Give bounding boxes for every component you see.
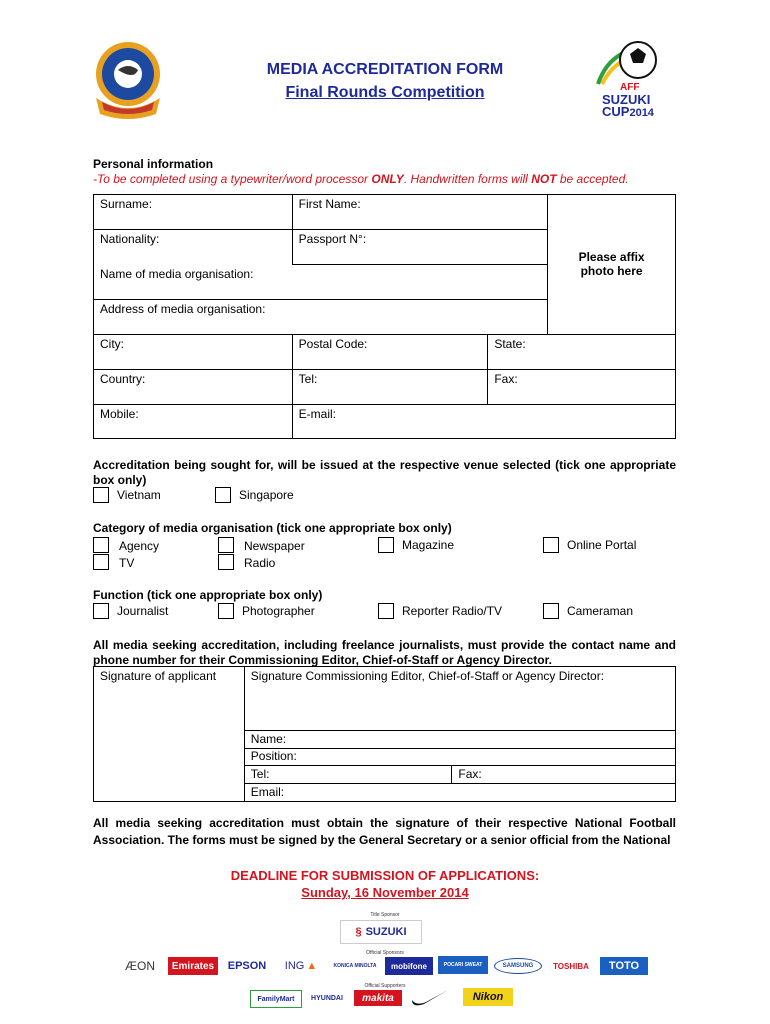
postal-code-field[interactable]: Postal Code:: [292, 335, 488, 370]
reporter-checkbox[interactable]: [378, 603, 394, 619]
editor-signature-field[interactable]: Signature Commissioning Editor, Chief-of-Staff or Agency Director:: [244, 667, 675, 731]
editor-position-field[interactable]: Position:: [244, 749, 675, 766]
newspaper-checkbox[interactable]: [218, 537, 234, 553]
signature-table: [93, 666, 676, 802]
vietnam-option[interactable]: Vietnam: [93, 487, 161, 503]
hyundai-logo: HYUNDAI: [311, 994, 343, 1002]
surname-field[interactable]: Surname:: [94, 195, 293, 230]
photographer-checkbox[interactable]: [218, 603, 234, 619]
nationality-field[interactable]: Nationality:: [94, 230, 293, 265]
tv-checkbox[interactable]: [93, 554, 109, 570]
vietnam-checkbox[interactable]: [93, 487, 109, 503]
suzuki-logo: § SUZUKI: [340, 920, 422, 944]
first-name-field[interactable]: First Name:: [292, 195, 548, 230]
toto-logo: TOTO: [600, 957, 648, 975]
mobile-field[interactable]: Mobile:: [94, 405, 293, 439]
personal-info-table: [93, 194, 676, 439]
signature-paragraph: All media seeking accreditation, including freelance journalists, must provide the contact name and phone number for their Commissioning Editor, Chief-of-Staff or Agency Director.: [93, 638, 676, 667]
magazine-checkbox[interactable]: [378, 537, 394, 553]
singapore-option[interactable]: Singapore: [215, 487, 294, 503]
nike-swoosh-icon: [410, 988, 450, 1006]
ing-logo: ING ▲: [284, 960, 318, 972]
city-field[interactable]: City:: [94, 335, 293, 370]
editor-tel-field[interactable]: Tel:: [244, 766, 452, 784]
deadline-title: DEADLINE FOR SUBMISSION OF APPLICATIONS:: [230, 868, 540, 883]
passport-field[interactable]: Passport N°:: [292, 230, 548, 265]
aff-emblem: [88, 40, 168, 122]
category-heading: Category of media organisation (tick one appropriate box only): [93, 521, 452, 535]
makita-logo: makita: [354, 990, 402, 1006]
photographer-option[interactable]: Photographer: [218, 603, 315, 619]
function-heading: Function (tick one appropriate box only): [93, 588, 323, 602]
journalist-option[interactable]: Journalist: [93, 603, 168, 619]
editor-name-field[interactable]: Name:: [244, 731, 675, 749]
samsung-logo: SAMSUNG: [494, 958, 542, 974]
editor-email-field[interactable]: Email:: [244, 784, 675, 802]
personal-note: -To be completed using a typewriter/word processor ONLY. Handwritten forms will NOT be accepted.: [93, 172, 629, 186]
photo-box: Please affix photo here: [548, 195, 676, 335]
state-field[interactable]: State:: [488, 335, 676, 370]
aeon-logo: ÆON: [125, 959, 155, 973]
fax-field[interactable]: Fax:: [488, 370, 676, 405]
editor-fax-field[interactable]: Fax:: [452, 766, 676, 784]
toshiba-logo: TOSHIBA: [553, 961, 589, 971]
journalist-checkbox[interactable]: [93, 603, 109, 619]
pocari-sweat-logo: POCARI SWEAT: [438, 956, 488, 974]
personal-heading: Personal information: [93, 157, 214, 171]
title-sponsor-label: Title Sponsor: [370, 912, 400, 918]
cameraman-checkbox[interactable]: [543, 603, 559, 619]
nikon-logo: Nikon: [463, 988, 513, 1006]
mobifone-logo: mobifone: [385, 957, 433, 975]
accreditation-heading: Accreditation being sought for, will be issued at the respective venue selected (tick one appropriate box only): [93, 458, 676, 487]
aff-suzuki-cup-logo: AFF SUZUKI CUP2014: [588, 36, 678, 124]
media-org-field[interactable]: Name of media organisation:: [94, 265, 548, 300]
official-supporters-label: Official Supporters: [364, 983, 406, 989]
agency-checkbox[interactable]: [93, 537, 109, 553]
familymart-logo: FamilyMart: [250, 990, 302, 1008]
official-sponsors-label: Official Sponsors: [366, 950, 404, 956]
radio-checkbox[interactable]: [218, 554, 234, 570]
deadline-date: Sunday, 16 November 2014: [301, 885, 469, 900]
cameraman-option[interactable]: Cameraman: [543, 603, 633, 619]
reporter-option[interactable]: Reporter Radio/TV: [378, 603, 502, 619]
singapore-checkbox[interactable]: [215, 487, 231, 503]
emirates-logo: Emirates: [168, 957, 218, 975]
email-field[interactable]: E-mail:: [292, 405, 675, 439]
applicant-signature-field[interactable]: Signature of applicant: [94, 667, 245, 802]
footer-paragraph: All media seeking accreditation must obtain the signature of their respective National Football Association. The forms must be signed by the General Secretary or a senior official from the National: [93, 816, 676, 847]
country-field[interactable]: Country:: [94, 370, 293, 405]
address-field[interactable]: Address of media organisation:: [94, 300, 548, 335]
tel-field[interactable]: Tel:: [292, 370, 488, 405]
konica-minolta-logo: KONICA MINOLTA: [333, 963, 377, 969]
online-portal-checkbox[interactable]: [543, 537, 559, 553]
magazine-option[interactable]: Magazine: [378, 537, 454, 553]
online-portal-option[interactable]: Online Portal: [543, 537, 636, 553]
form-subtitle: Final Rounds Competition: [285, 84, 485, 101]
form-title: MEDIA ACCREDITATION FORM: [266, 61, 504, 78]
epson-logo: EPSON: [227, 960, 267, 972]
